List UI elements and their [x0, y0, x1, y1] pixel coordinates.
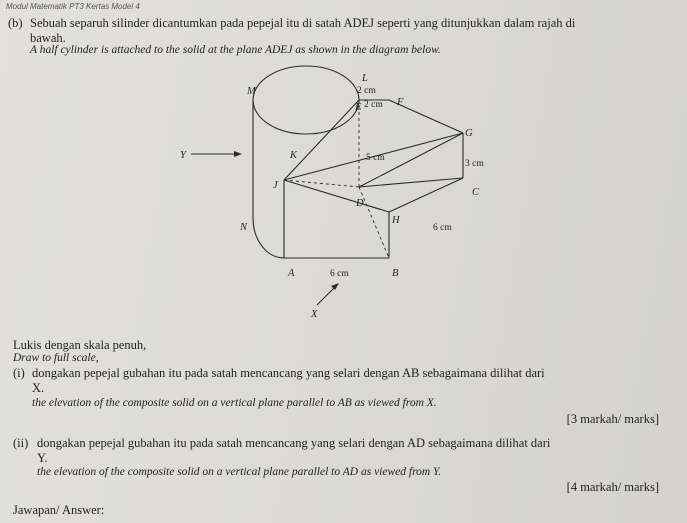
- label-e: E: [355, 102, 362, 113]
- label-y: Y: [180, 150, 186, 161]
- page-header: Modul Matematik PT3 Kertas Model 4: [6, 2, 140, 11]
- label-c: C: [472, 187, 480, 198]
- label-h: H: [392, 215, 400, 226]
- part-ii-number: (ii): [13, 436, 29, 450]
- label-m: M: [247, 86, 256, 97]
- dim-e-f: 2 cm: [364, 100, 383, 110]
- dim-top: 2 cm: [357, 86, 376, 96]
- part-i-malay-line2: X.: [32, 381, 45, 395]
- label-x: X: [311, 309, 318, 320]
- label-j: J: [273, 180, 278, 191]
- question-number: (b): [8, 16, 23, 30]
- part-i-number: (i): [13, 366, 25, 380]
- label-d: D: [356, 198, 364, 209]
- question-english: A half cylinder is attached to the solid at the plane ADEJ as shown in the diagram below.: [30, 44, 441, 56]
- part-i-marks: [3 markah/ marks]: [566, 412, 659, 426]
- label-k: K: [290, 150, 298, 161]
- label-b: B: [392, 268, 399, 279]
- label-l: L: [362, 73, 368, 84]
- dim-g-c: 3 cm: [465, 159, 484, 169]
- instruction-english: Draw to full scale,: [13, 352, 99, 364]
- label-f: F: [397, 97, 404, 108]
- arrow-x-line: [317, 286, 336, 305]
- half-cylinder-bottom-arc: [253, 218, 284, 258]
- part-ii-malay-line1: dongakan pepejal gubahan itu pada satah mencancang yang selari dengan AD sebagaimana dilihat dari: [37, 436, 551, 450]
- label-g: G: [465, 128, 473, 139]
- answer-label: Jawapan/ Answer:: [13, 503, 105, 517]
- edge-j-e: [284, 100, 359, 180]
- question-malay-line1: Sebuah separuh silinder dicantumkan pada pepejal itu di satah ADEJ seperti yang ditunjukkan dalam rajah di: [30, 16, 576, 30]
- part-ii-marks: [4 markah/ marks]: [566, 480, 659, 494]
- arrow-y-head: [234, 151, 242, 157]
- label-a: A: [288, 268, 295, 279]
- label-n: N: [240, 222, 248, 233]
- dim-a-b: 6 cm: [330, 269, 349, 279]
- edge-j-h: [284, 180, 389, 212]
- dim-mid: 5 cm: [366, 153, 385, 163]
- question-malay-line2: bawah.: [30, 31, 66, 45]
- arrow-x-head: [331, 283, 339, 290]
- instruction-malay: Lukis dengan skala penuh,: [13, 338, 147, 352]
- part-ii-english: the elevation of the composite solid on a vertical plane parallel to AD as viewed from Y.: [37, 466, 442, 478]
- part-ii-malay-line2: Y.: [37, 451, 48, 465]
- part-i-english: the elevation of the composite solid on a vertical plane parallel to AB as viewed from X.: [32, 397, 437, 409]
- dim-d-c: 6 cm: [433, 223, 452, 233]
- part-i-malay-line1: dongakan pepejal gubahan itu pada satah mencancang yang selari dengan AB sebagaimana dilihat dari: [32, 366, 545, 380]
- half-cylinder-top-arc: [253, 66, 359, 100]
